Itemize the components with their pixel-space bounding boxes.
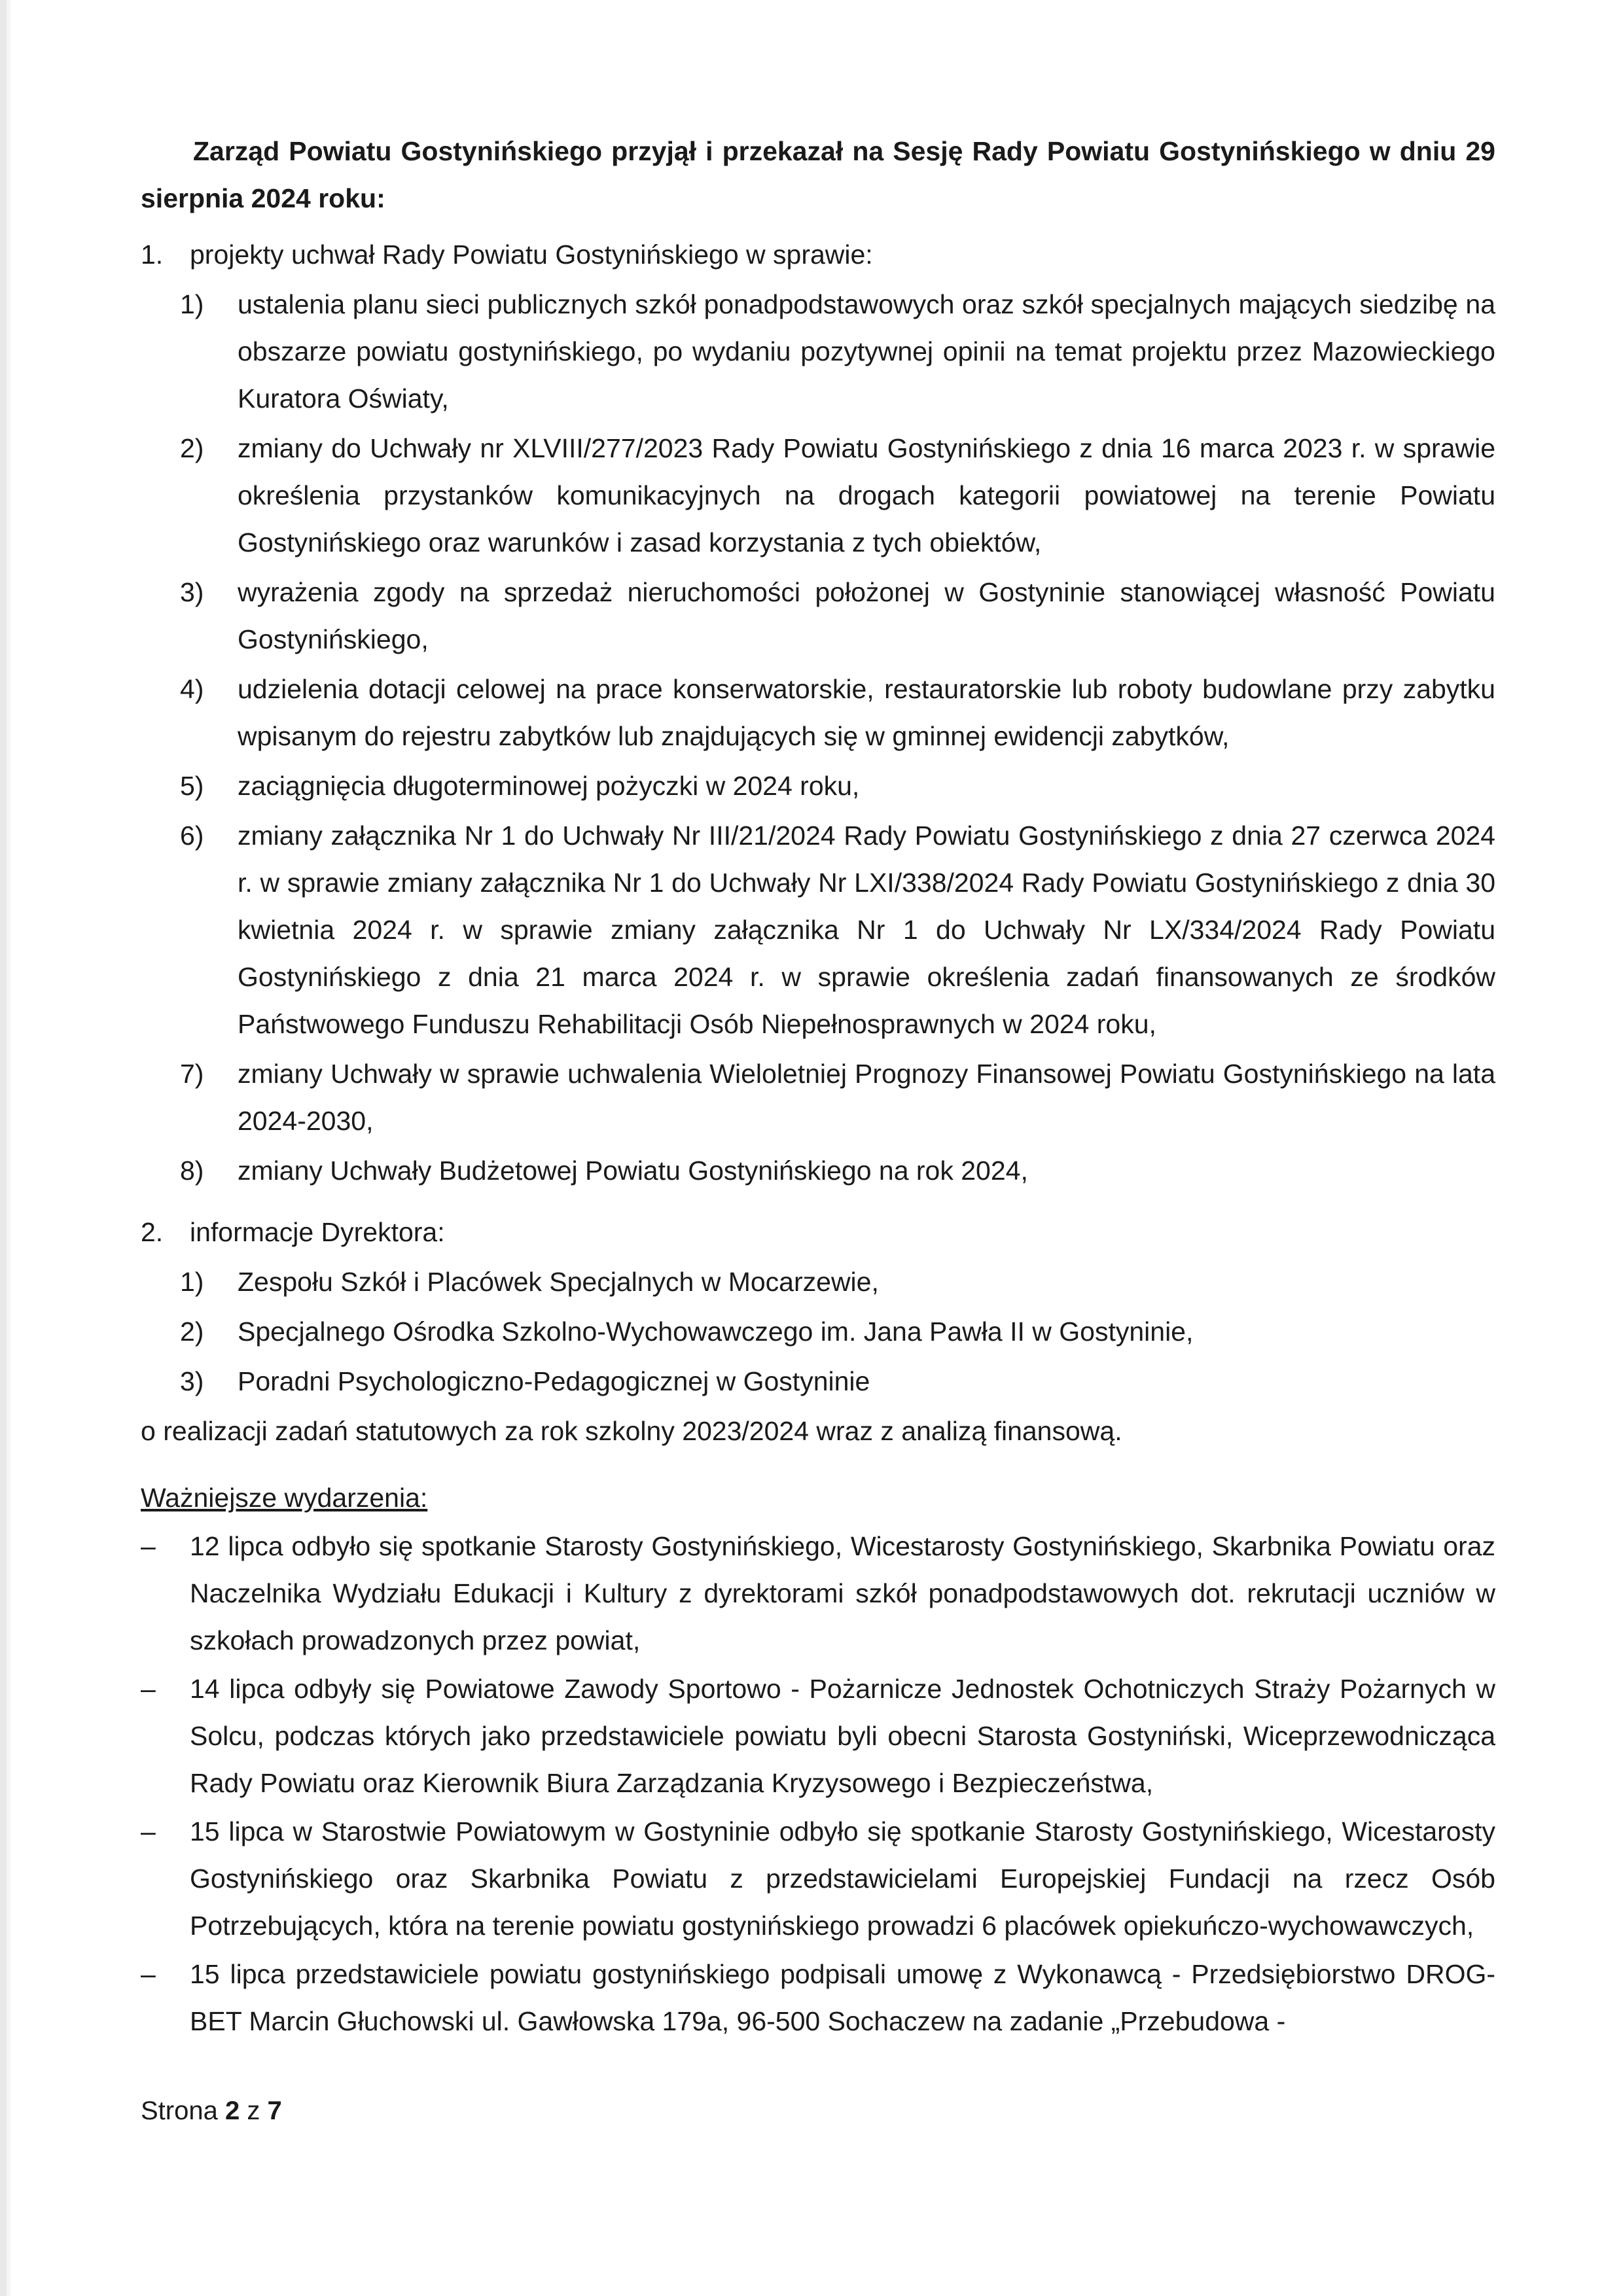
section-2 <box>141 1209 1495 1256</box>
section-2-closing: o realizacji zadań statutowych za rok szkolny 2023/2024 wraz z analizą finansową. <box>141 1416 1122 1446</box>
list-dash: – <box>141 1816 156 1846</box>
page-footer <box>141 2087 282 2134</box>
event-item <box>141 1808 1495 1949</box>
list-item <box>180 1308 1495 1355</box>
document-body <box>141 128 1495 2045</box>
list-item-number: 4) <box>180 674 204 704</box>
list-item-text: zmiany Uchwały w sprawie uchwalenia Wieloletniej Prognozy Finansowej Powiatu Gostynińskiego na lata 2024-2030, <box>238 1059 1495 1136</box>
list-item-number: 2) <box>180 1316 204 1347</box>
scan-edge <box>0 0 7 2296</box>
section-1-number: 1. <box>141 239 164 270</box>
section-1-list <box>141 281 1495 1194</box>
list-item-number: 5) <box>180 771 204 801</box>
section-2-list <box>141 1258 1495 1405</box>
list-item-number: 8) <box>180 1156 204 1186</box>
page-heading: Zarząd Powiatu Gostynińskiego przyjął i przekazał na Sesję Rady Powiatu Gostynińskiego w dniu 29 sierpnia 2024 roku: <box>141 136 1495 213</box>
footer-page-number: 2 <box>224 2096 240 2125</box>
section-1-title: projekty uchwał Rady Powiatu Gostynińskiego w sprawie: <box>190 239 873 270</box>
list-item-number: 2) <box>180 433 204 463</box>
list-dash: – <box>141 1959 156 1989</box>
list-item-number: 1) <box>180 1267 204 1297</box>
list-dash: – <box>141 1674 156 1704</box>
list-item-text: zmiany do Uchwały nr XLVIII/277/2023 Rady Powiatu Gostynińskiego z dnia 16 marca 2023 r. w sprawie określenia przystanków komunikacyjnych na drogach kategorii powiatowej na terenie Powiatu Gostynińskiego oraz warunków i zasad korzystania z tych obiektów, <box>238 433 1495 557</box>
list-item-text: 12 lipca odbyło się spotkanie Starosty Gostynińskiego, Wicestarosty Gostynińskiego, Skarbnika Powiatu oraz Naczelnika Wydziału Edukacji i Kultury z dyrektorami szkół ponadpodstawowych dot. rekrutacji uczniów w szkołach prowadzonych przez powiat, <box>190 1531 1495 1655</box>
section-2-number: 2. <box>141 1217 164 1247</box>
list-item-text: zmiany załącznika Nr 1 do Uchwały Nr III/21/2024 Rady Powiatu Gostynińskiego z dnia 27 czerwca 2024 r. w sprawie zmiany załącznika Nr 1 do Uchwały Nr LXI/338/2024 Rady Powiatu Gostynińskiego z dnia 30 kwietnia 2024 r. w sprawie zmiany załącznika Nr 1 do Uchwały Nr LX/334/2024 Rady Powiatu Gostynińskiego z dnia 21 marca 2024 r. w sprawie określenia zadań finansowanych ze środków Państwowego Funduszu Rehabilitacji Osób Niepełnosprawnych w 2024 roku, <box>238 821 1495 1039</box>
list-item-number: 1) <box>180 289 204 319</box>
footer-page-total: 7 <box>267 2096 282 2125</box>
list-item <box>180 569 1495 663</box>
list-item-text: Poradni Psychologiczno-Pedagogicznej w Gostyninie <box>238 1366 870 1396</box>
event-item <box>141 1523 1495 1664</box>
list-item-text: zmiany Uchwały Budżetowej Powiatu Gostynińskiego na rok 2024, <box>238 1156 1028 1186</box>
list-item <box>180 1147 1495 1194</box>
list-item-text: Zespołu Szkół i Placówek Specjalnych w Mocarzewie, <box>238 1267 879 1297</box>
list-item-text: 15 lipca przedstawiciele powiatu gostynińskiego podpisali umowę z Wykonawcą - Przedsiębiorstwo DROG-BET Marcin Głuchowski ul. Gawłowska 179a, 96-500 Sochaczew na zadanie „Przebudowa - <box>190 1959 1495 2036</box>
list-item <box>180 1358 1495 1405</box>
section-2-title: informacje Dyrektora: <box>190 1217 445 1247</box>
event-item <box>141 1665 1495 1807</box>
footer-separator: z <box>247 2096 260 2125</box>
scan-edge-shadow <box>7 0 10 2296</box>
list-item-text: udzielenia dotacji celowej na prace konserwatorskie, restauratorskie lub roboty budowlane przy zabytku wpisanym do rejestru zabytków lub znajdujących się w gminnej ewidencji zabytków, <box>238 674 1495 751</box>
list-item-number: 7) <box>180 1059 204 1089</box>
section-1 <box>141 231 1495 278</box>
list-item <box>180 812 1495 1048</box>
list-item <box>180 281 1495 422</box>
footer-label: Strona <box>141 2096 218 2125</box>
list-item-text: 14 lipca odbyły się Powiatowe Zawody Sportowo - Pożarnicze Jednostek Ochotniczych Straży Pożarnych w Solcu, podczas których jako przedstawiciele powiatu byli obecni Starosta Gostyniński, Wiceprzewodnicząca Rady Powiatu oraz Kierownik Biura Zarządzania Kryzysowego i Bezpieczeństwa, <box>190 1674 1495 1798</box>
list-item <box>180 425 1495 566</box>
list-item <box>180 665 1495 760</box>
list-item-text: wyrażenia zgody na sprzedaż nieruchomości położonej w Gostyninie stanowiącej własność Powiatu Gostynińskiego, <box>238 577 1495 654</box>
events-list <box>141 1523 1495 2045</box>
list-item-text: Specjalnego Ośrodka Szkolno-Wychowawczego im. Jana Pawła II w Gostyninie, <box>238 1316 1194 1347</box>
list-item-text: zaciągnięcia długoterminowej pożyczki w 2024 roku, <box>238 771 860 801</box>
events-heading: Ważniejsze wydarzenia: <box>141 1483 428 1513</box>
list-item-number: 6) <box>180 821 204 851</box>
list-item-number: 3) <box>180 1366 204 1396</box>
list-item-number: 3) <box>180 577 204 607</box>
event-item <box>141 1951 1495 2045</box>
list-item-text: ustalenia planu sieci publicznych szkół ponadpodstawowych oraz szkół specjalnych mających siedzibę na obszarze powiatu gostynińskiego, po wydaniu pozytywnej opinii na temat projektu przez Mazowieckiego Kuratora Oświaty, <box>238 289 1495 414</box>
list-dash: – <box>141 1531 156 1561</box>
list-item-text: 15 lipca w Starostwie Powiatowym w Gostyninie odbyło się spotkanie Starosty Gostynińskiego, Wicestarosty Gostynińskiego oraz Skarbnika Powiatu z przedstawicielami Europejskiej Fundacji na rzecz Osób Potrzebujących, która na terenie powiatu gostynińskiego prowadzi 6 placówek opiekuńczo-wychowawczych, <box>190 1816 1495 1941</box>
list-item <box>180 762 1495 809</box>
list-item <box>180 1050 1495 1144</box>
list-item <box>180 1258 1495 1305</box>
